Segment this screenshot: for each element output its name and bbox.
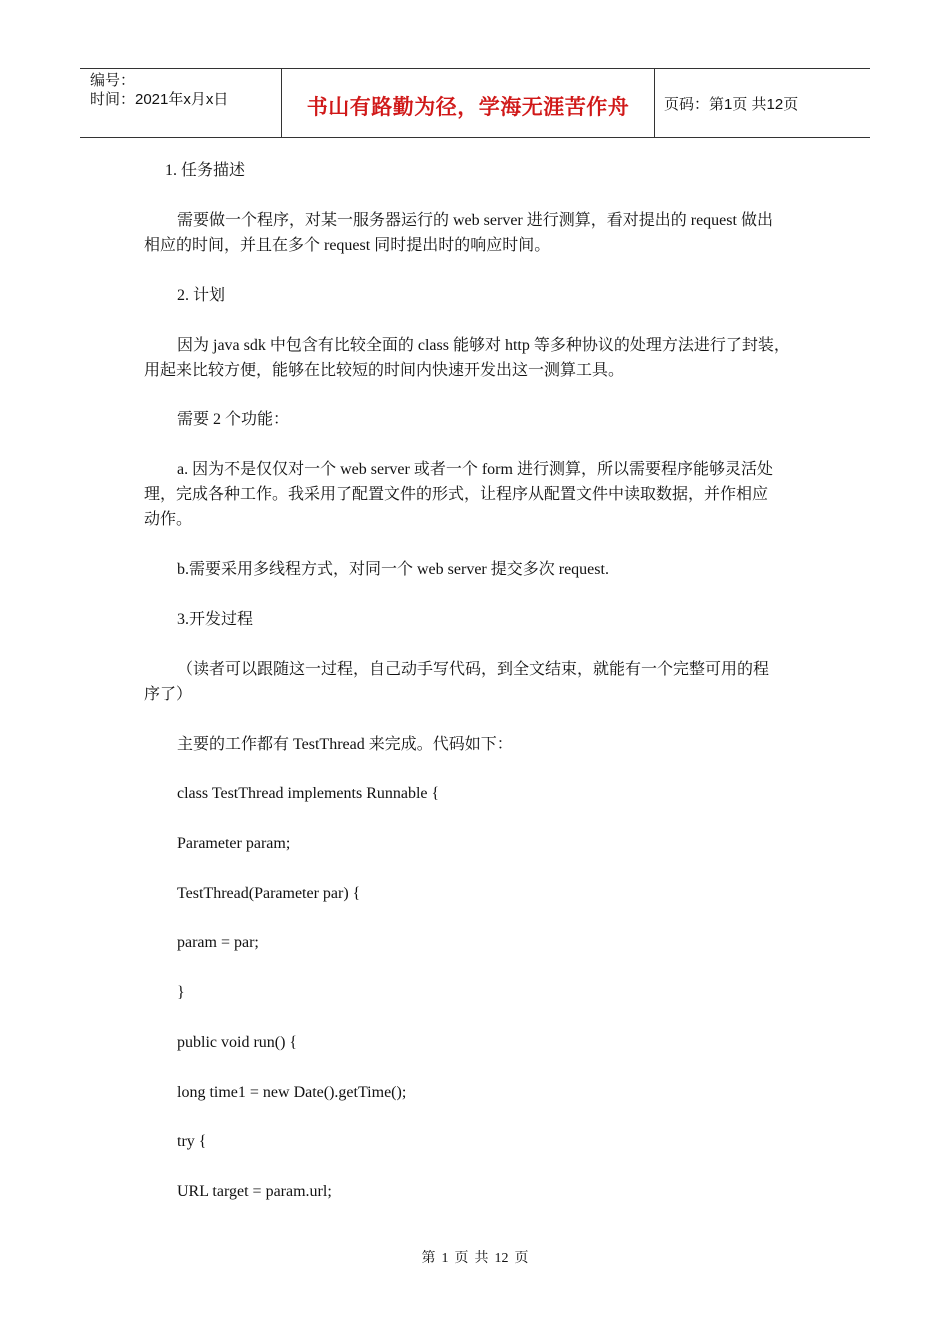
- item-a-line-3: 动作。: [144, 511, 193, 528]
- code-line: long time1 = new Date().getTime();: [177, 1084, 407, 1101]
- footer-page-number: 1: [441, 1251, 449, 1266]
- paragraph-2-line-1: 因为 java sdk 中包含有比较全面的 class 能够对 http 等多种协议的处理方法进行了封装，: [177, 337, 790, 354]
- header-table: [80, 68, 870, 138]
- item-b: b.需要采用多线程方式，对同一个 web server 提交多次 request.: [177, 561, 609, 578]
- paragraph-1-line-1: 需要做一个程序，对某一服务器运行的 web server 进行测算，看对提出的 request 做出: [177, 212, 773, 229]
- section-heading-2: 2. 计划: [177, 287, 226, 304]
- paragraph-2-line-2: 用起来比较方便，能够在比较短的时间内快速开发出这一测算工具。: [144, 362, 625, 379]
- code-line: try {: [177, 1133, 207, 1150]
- paragraph-5: 主要的工作都有 TestThread 来完成。代码如下：: [177, 736, 513, 753]
- code-line: public void run() {: [177, 1034, 298, 1051]
- footer-total-word: 共: [474, 1251, 489, 1266]
- page-footer: [0, 1247, 950, 1267]
- code-line: Parameter param;: [177, 835, 291, 852]
- header-page-info: 页码：第1页 共12页: [664, 96, 799, 113]
- footer-suffix: 页: [514, 1251, 529, 1266]
- code-line: param = par;: [177, 934, 259, 951]
- document-time-label: 时间：2021年x月x日: [90, 91, 229, 108]
- code-line: TestThread(Parameter par) {: [177, 885, 361, 902]
- paragraph-4-line-2: 序了）: [144, 686, 193, 703]
- item-a-line-1: a. 因为不是仅仅对一个 web server 或者一个 form 进行测算，所以需要程序能够灵活处: [177, 461, 773, 478]
- section-heading-1: 1. 任务描述: [165, 162, 246, 179]
- header-motto: 书山有路勤为径，学海无涯苦作舟: [306, 95, 630, 119]
- header-page-cell: [654, 69, 870, 137]
- document-number-label: 编号：: [90, 72, 136, 89]
- code-line: class TestThread implements Runnable {: [177, 785, 440, 802]
- section-heading-3: 3.开发过程: [177, 611, 254, 628]
- paragraph-3: 需要 2 个功能：: [177, 411, 290, 428]
- header-left-cell: [80, 69, 280, 137]
- paragraph-1-line-2: 相应的时间，并且在多个 request 同时提出时的响应时间。: [144, 237, 551, 254]
- paragraph-4-line-1: （读者可以跟随这一过程，自己动手写代码，到全文结束，就能有一个完整可用的程: [177, 661, 770, 678]
- code-line: }: [177, 984, 185, 1001]
- item-a-line-2: 理，完成各种工作。我采用了配置文件的形式，让程序从配置文件中读取数据，并作相应: [144, 486, 769, 503]
- footer-page-word: 页: [454, 1251, 469, 1266]
- footer-total-pages: 12: [494, 1251, 509, 1266]
- header-motto-cell: [281, 69, 655, 137]
- code-line: URL target = param.url;: [177, 1183, 332, 1200]
- footer-prefix: 第: [421, 1251, 436, 1266]
